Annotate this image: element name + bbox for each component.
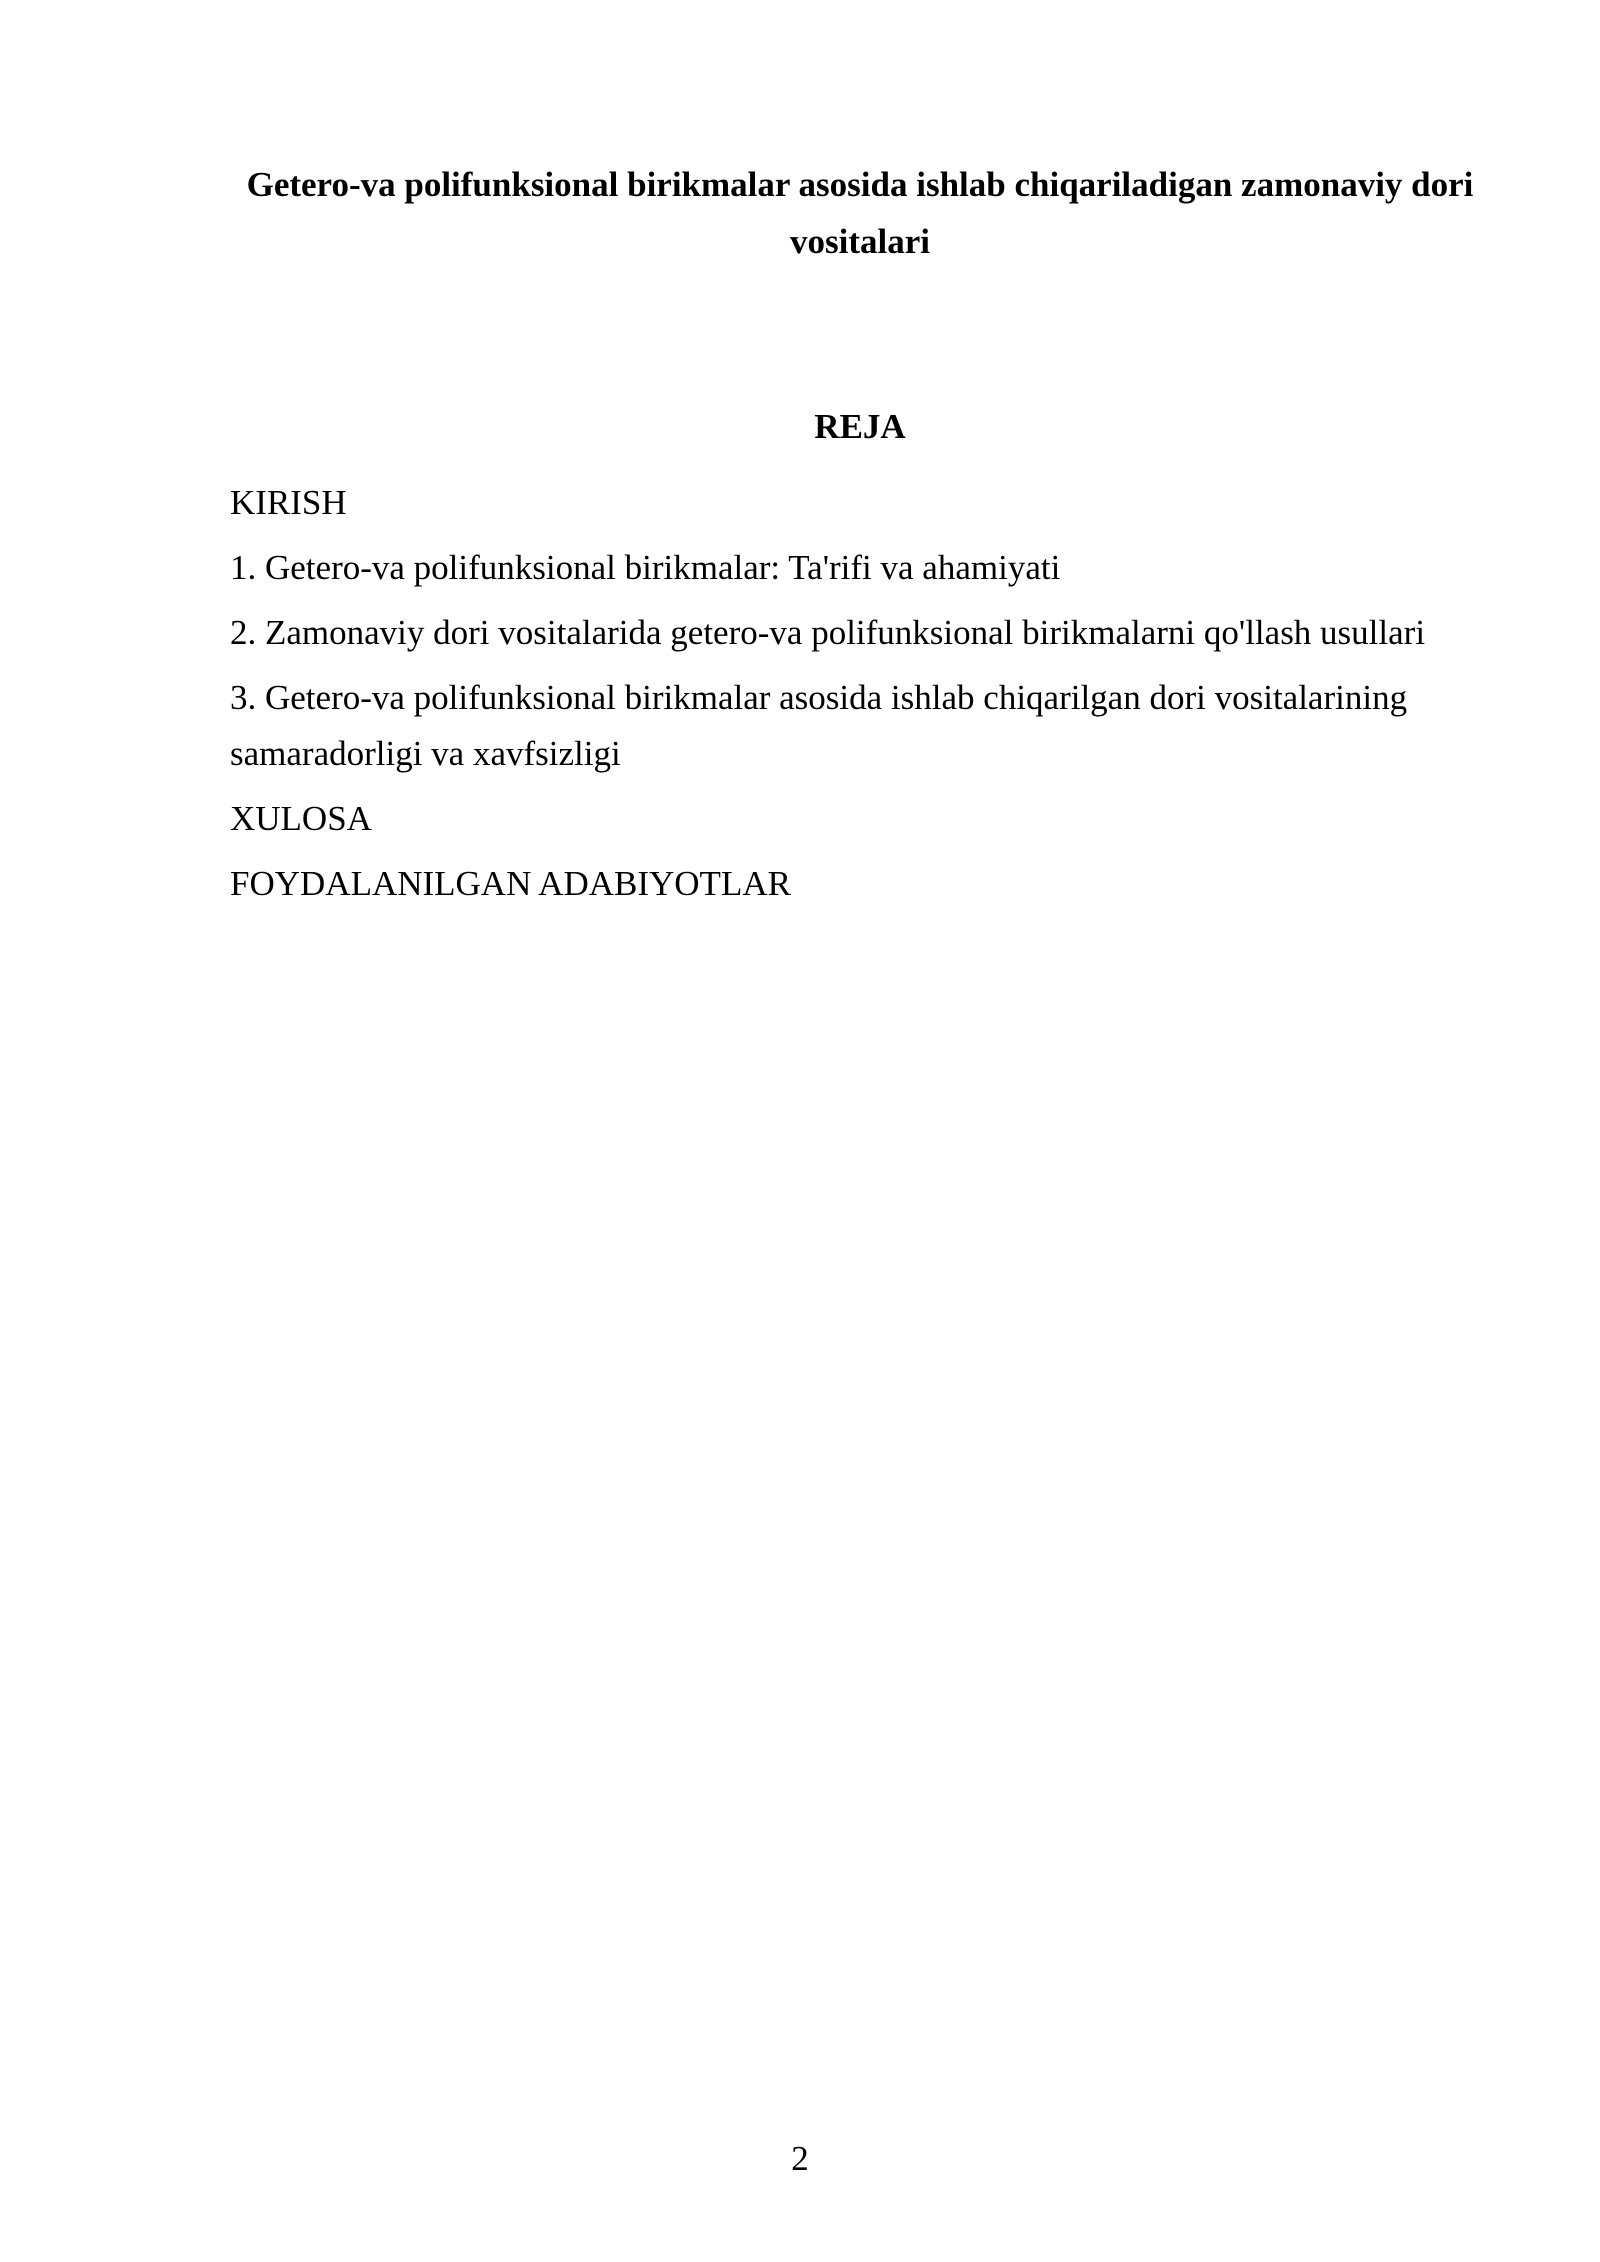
plan-item-references: FOYDALANILGAN ADABIYOTLAR bbox=[230, 864, 791, 903]
plan-item-introduction: KIRISH bbox=[230, 483, 347, 522]
plan-item-conclusion: XULOSA bbox=[230, 799, 372, 838]
page-number: 2 bbox=[791, 2139, 809, 2178]
plan-item-3: 3. Getero-va polifunksional birikmalar asosida ishlab chiqarilgan dori vositalarining samaradorligi va xavfsizligi bbox=[230, 678, 1408, 773]
plan-list bbox=[230, 475, 1430, 921]
plan-item-1: 1. Getero-va polifunksional birikmalar: Ta'rifi va ahamiyati bbox=[230, 548, 1061, 587]
document-title: Getero-va polifunksional birikmalar asosida ishlab chiqariladigan zamonaviy dori vositalari bbox=[246, 165, 1474, 261]
plan-heading: REJA bbox=[814, 407, 906, 446]
plan-item-2: 2. Zamonaviy dori vositalarida getero-va polifunksional birikmalarni qo'llash usullari bbox=[230, 613, 1426, 652]
